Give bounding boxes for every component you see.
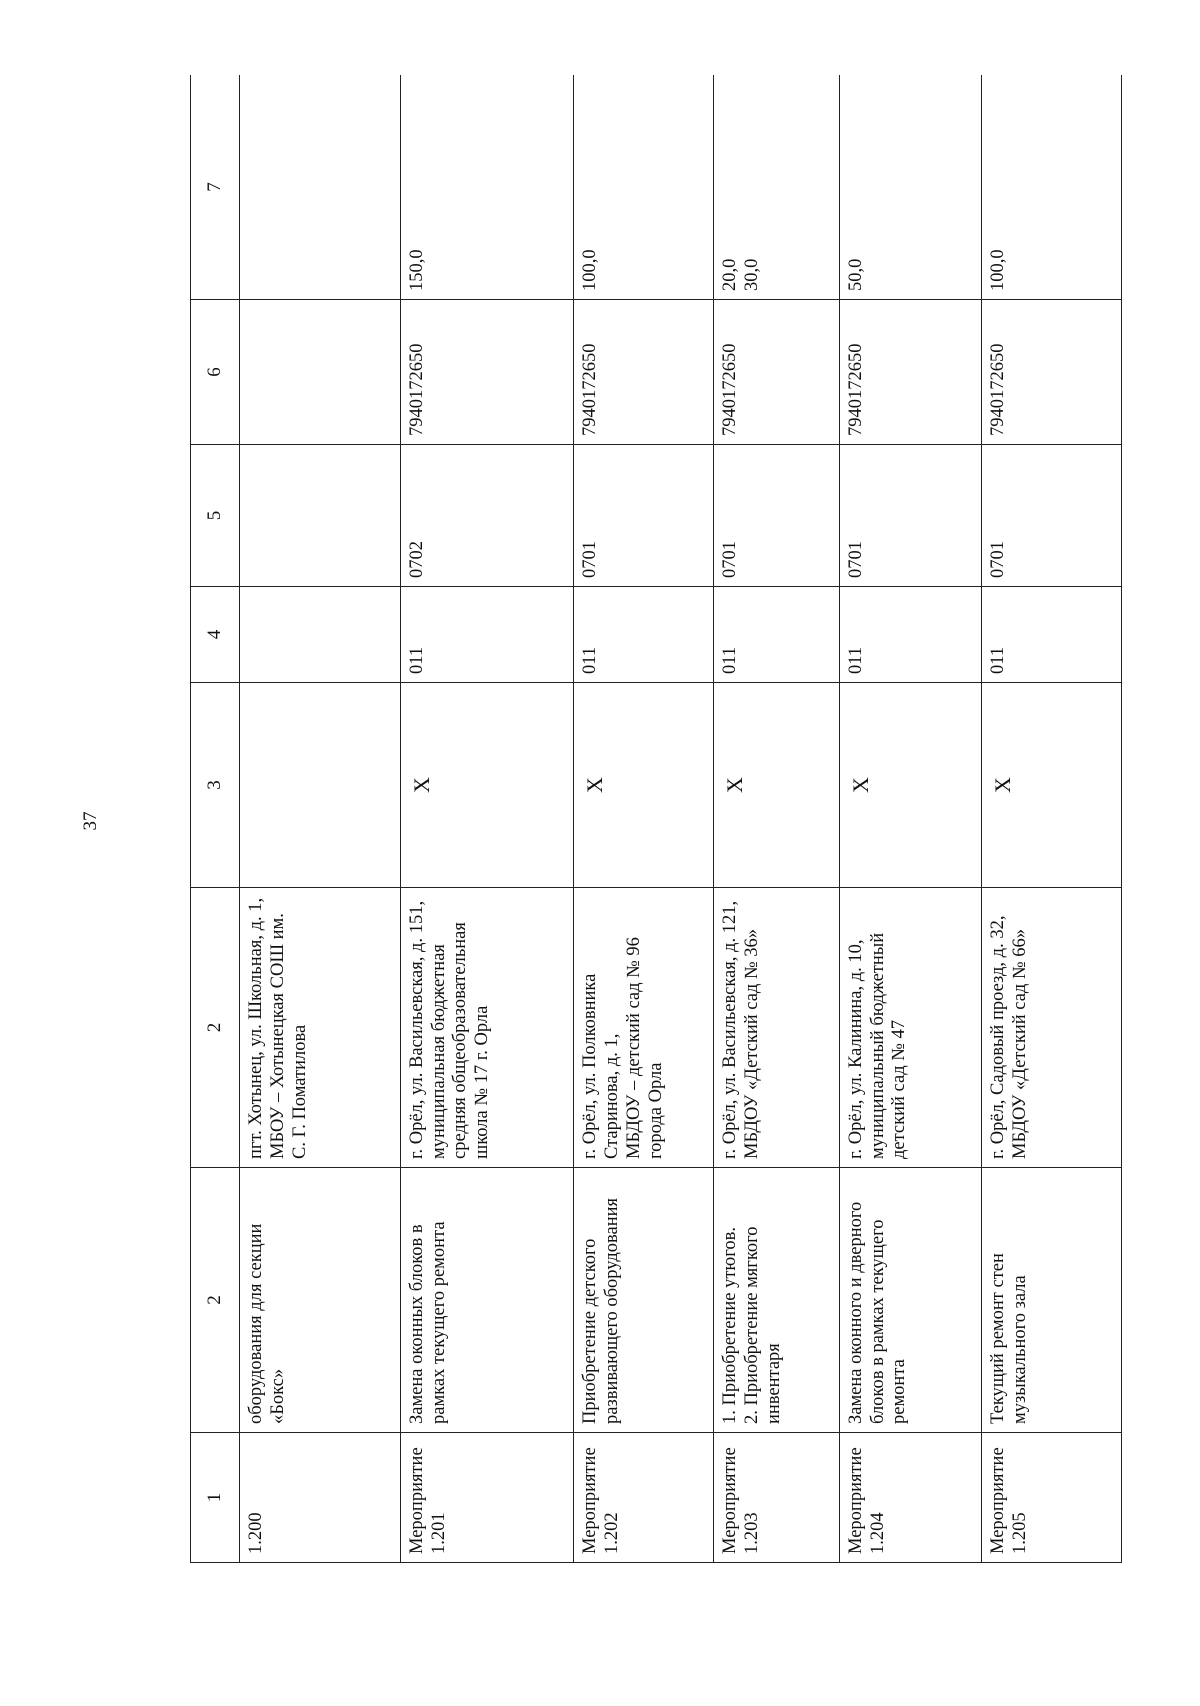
row-id-cell xyxy=(982,1433,1122,1563)
row-id-cell xyxy=(714,1433,839,1563)
amount-cell-text: 150,0 xyxy=(406,249,427,291)
header-cell: 6 xyxy=(191,300,240,445)
amount-cell-text: 50,0 xyxy=(845,258,866,291)
amount-cell-text: 100,0 xyxy=(988,249,1009,291)
page-number: 37 xyxy=(80,811,101,831)
event-cell xyxy=(714,1168,839,1433)
amount-cell xyxy=(714,75,839,300)
amount-cell xyxy=(240,75,400,300)
address-cell-text: МБДОУ – детский сад № 96 города Орла xyxy=(624,937,666,1159)
row-id-cell-text: Мероприятие 1.204 xyxy=(845,1447,888,1554)
event-cell-text: 1. Приобретение утюгов. xyxy=(720,1227,741,1424)
amount-cell-text: 100,0 xyxy=(580,249,601,291)
table-header-row xyxy=(191,75,240,1563)
event-cell xyxy=(839,1168,981,1433)
address-cell-text: пгт. Хотынец, ул. Школьная, д. 1, xyxy=(246,897,267,1159)
amount-cell xyxy=(839,75,981,300)
target-code-cell-text: 7940172650 xyxy=(988,343,1009,436)
section-cell-text: 0701 xyxy=(988,541,1009,578)
header-cell: 1 xyxy=(191,1433,240,1563)
code-cell xyxy=(714,587,839,683)
section-cell-text: 0701 xyxy=(845,541,866,578)
mark-cell xyxy=(240,683,400,888)
address-cell-text: МБДОУ «Детский сад № 66» xyxy=(1009,929,1030,1159)
event-cell-text: 2. Приобретение мягкого инвентаря xyxy=(742,1226,785,1424)
event-cell-text: Приобретение детского развивающего оборудования xyxy=(580,1197,623,1424)
table-body xyxy=(191,75,1122,1563)
section-cell-text: 0701 xyxy=(580,541,601,578)
header-cell: 7 xyxy=(191,75,240,300)
budget-table xyxy=(190,75,1122,1563)
address-cell-text: г. Орёл, ул. Васильевская, д. 151, xyxy=(406,900,427,1159)
address-cell xyxy=(400,888,574,1168)
table-row xyxy=(574,75,714,1563)
mark-cell xyxy=(839,683,981,888)
table-row xyxy=(714,75,839,1563)
event-cell-text: Замена оконных блоков в рамках текущего ремонта xyxy=(406,1221,449,1424)
section-cell-text: 0701 xyxy=(720,541,741,578)
amount-cell xyxy=(574,75,714,300)
event-cell xyxy=(240,1168,400,1433)
row-id-cell-text: Мероприятие 1.201 xyxy=(406,1447,449,1554)
row-id-cell xyxy=(574,1433,714,1563)
event-cell xyxy=(400,1168,574,1433)
mark-cell xyxy=(574,683,714,888)
code-cell xyxy=(400,587,574,683)
section-cell xyxy=(714,445,839,587)
address-cell-text: МБДОУ «Детский сад № 36» xyxy=(742,929,763,1159)
row-id-cell-text: Мероприятие 1.205 xyxy=(988,1447,1030,1554)
code-cell xyxy=(240,587,400,683)
event-cell-text: оборудования для секции «Бокс» xyxy=(246,1223,289,1424)
header-cell: 3 xyxy=(191,683,240,888)
event-cell-text: Текущий ремонт стен музыкального зала xyxy=(988,1253,1030,1424)
amount-cell xyxy=(400,75,574,300)
row-id-cell-text: Мероприятие 1.202 xyxy=(580,1447,623,1554)
table-row xyxy=(400,75,574,1563)
mark-cell-text: X xyxy=(847,777,873,793)
row-id-cell xyxy=(839,1433,981,1563)
mark-cell-text: X xyxy=(408,777,434,793)
row-id-cell xyxy=(240,1433,400,1563)
section-cell xyxy=(982,445,1122,587)
header-cell: 2 xyxy=(191,1168,240,1433)
address-cell-text: муниципальная бюджетная средняя общеобразовательная школа № 17 г. Орла xyxy=(428,922,493,1159)
target-code-cell-text: 7940172650 xyxy=(580,343,601,436)
address-cell-text: г. Орёл, ул. Полковника Старинова, д. 1, xyxy=(580,973,623,1159)
mark-cell xyxy=(714,683,839,888)
address-cell-text: г. Орёл, ул. Васильевская, д. 121, xyxy=(720,900,741,1159)
target-code-cell-text: 7940172650 xyxy=(720,343,741,436)
target-code-cell xyxy=(400,300,574,445)
address-cell xyxy=(839,888,981,1168)
code-cell xyxy=(574,587,714,683)
code-cell-text: 011 xyxy=(845,646,866,674)
code-cell xyxy=(982,587,1122,683)
mark-cell xyxy=(982,683,1122,888)
section-cell-text: 0702 xyxy=(406,541,427,578)
row-id-cell-text: Мероприятие 1.203 xyxy=(720,1447,763,1554)
code-cell-text: 011 xyxy=(720,646,741,674)
section-cell xyxy=(574,445,714,587)
table-row xyxy=(982,75,1122,1563)
mark-cell xyxy=(400,683,574,888)
section-cell xyxy=(240,445,400,587)
address-cell-text: г. Орёл, ул. Калинина, д. 10, муниципальный бюджетный детский сад № 47 xyxy=(845,932,910,1159)
header-cell: 4 xyxy=(191,587,240,683)
row-id-cell xyxy=(400,1433,574,1563)
table-row xyxy=(839,75,981,1563)
target-code-cell xyxy=(982,300,1122,445)
code-cell xyxy=(839,587,981,683)
section-cell xyxy=(839,445,981,587)
amount-cell-text: 30,0 xyxy=(742,258,763,291)
address-cell-text: г. Орёл, Садовый проезд, д. 32, xyxy=(988,915,1009,1159)
section-cell xyxy=(400,445,574,587)
target-code-cell-text: 7940172650 xyxy=(845,343,866,436)
event-cell-text: Замена оконного и дверного блоков в рамках текущего ремонта xyxy=(845,1201,910,1424)
row-id-cell-text: 1.200 xyxy=(246,1512,267,1554)
address-cell xyxy=(574,888,714,1168)
mark-cell-text: X xyxy=(722,777,748,793)
event-cell xyxy=(574,1168,714,1433)
target-code-cell xyxy=(839,300,981,445)
address-cell xyxy=(714,888,839,1168)
target-code-cell xyxy=(240,300,400,445)
document-sheet xyxy=(190,75,1122,1563)
code-cell-text: 011 xyxy=(988,646,1009,674)
rotated-table-wrapper xyxy=(190,75,1122,1563)
address-cell xyxy=(982,888,1122,1168)
amount-cell-text: 20,0 xyxy=(720,258,741,291)
code-cell-text: 011 xyxy=(406,646,427,674)
header-cell: 2 xyxy=(191,888,240,1168)
target-code-cell xyxy=(574,300,714,445)
address-cell-text: МБОУ – Хотынецкая СОШ им. С. Г. Поматилова xyxy=(268,913,311,1159)
target-code-cell-text: 7940172650 xyxy=(406,343,427,436)
table-row xyxy=(240,75,400,1563)
mark-cell-text: X xyxy=(582,777,608,793)
address-cell xyxy=(240,888,400,1168)
event-cell xyxy=(982,1168,1122,1433)
header-cell: 5 xyxy=(191,445,240,587)
target-code-cell xyxy=(714,300,839,445)
amount-cell xyxy=(982,75,1122,300)
code-cell-text: 011 xyxy=(580,646,601,674)
mark-cell-text: X xyxy=(990,777,1016,793)
